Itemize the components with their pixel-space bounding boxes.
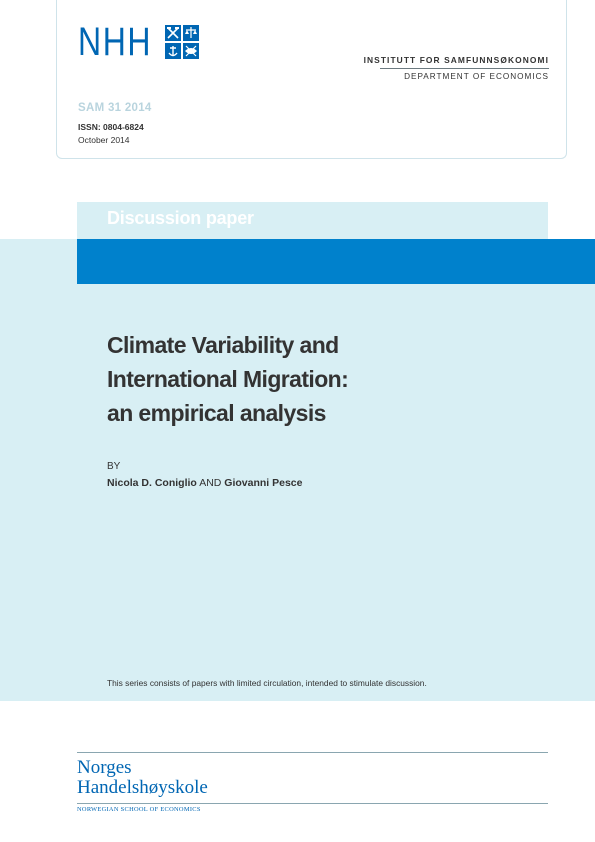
title-line: International Migration:: [107, 366, 349, 392]
title-line: Climate Variability and: [107, 332, 339, 358]
footer-rule-bottom: [77, 803, 548, 804]
series-number: SAM 31 2014: [78, 102, 152, 114]
publication-date: October 2014: [78, 135, 130, 145]
school-logo-text: [77, 758, 208, 798]
issn: ISSN: 0804-6824: [78, 122, 144, 132]
footer-rule-top: [77, 752, 548, 753]
discussion-paper-label: Discussion paper: [107, 208, 254, 228]
author-1: Nicola D. Coniglio: [107, 477, 197, 489]
header-divider: [380, 68, 549, 69]
crest-icon: [165, 25, 199, 59]
and-label: AND: [199, 477, 222, 489]
institute-name-norwegian: INSTITUTT FOR SAMFUNNSØKONOMI: [363, 55, 549, 65]
content-background: [0, 239, 595, 701]
author-2: Giovanni Pesce: [224, 477, 303, 489]
by-label: BY: [107, 461, 121, 472]
school-name-line2: Handelshøyskole: [77, 777, 208, 798]
series-note: This series consists of papers with limited circulation, intended to stimulate discussion.: [107, 678, 427, 688]
authors: [107, 477, 302, 489]
blue-accent-bar: [77, 239, 595, 284]
paper-title: [107, 328, 447, 430]
title-line: an empirical analysis: [107, 400, 326, 426]
school-name-line1: Norges: [77, 757, 132, 778]
department-name-english: DEPARTMENT OF ECONOMICS: [404, 72, 549, 81]
school-name-english: NORWEGIAN SCHOOL OF ECONOMICS: [77, 806, 201, 813]
nhh-logo-text: NHH: [78, 20, 153, 64]
